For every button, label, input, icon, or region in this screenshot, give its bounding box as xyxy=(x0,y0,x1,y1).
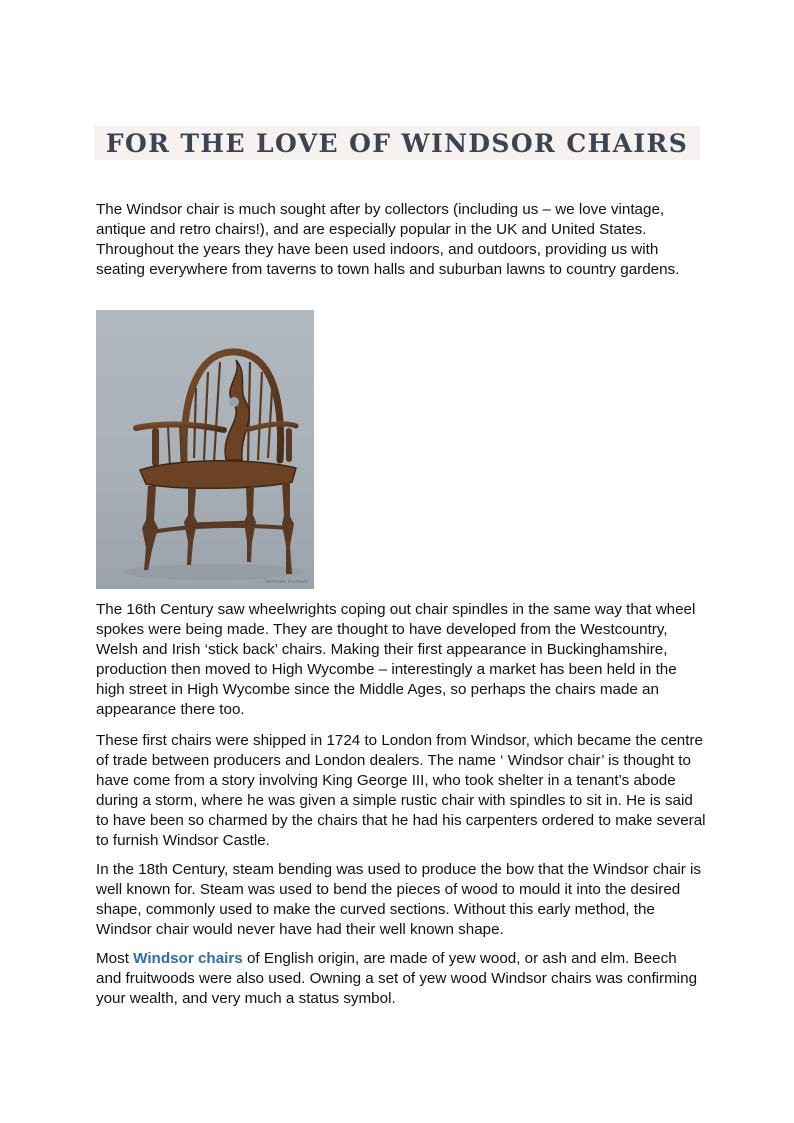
windsor-chair-illustration xyxy=(96,310,314,589)
materials-text-before: Most xyxy=(96,950,134,967)
windsor-chair-photo xyxy=(96,310,314,589)
steam-bending-paragraph: In the 18th Century, steam bending was used to produce the bow that the Windsor chair is well known for. Steam was used to bend the pieces of wood to mould it into the desired shape, commonly used to make the curved sections. Without this early method, the Windsor chair would never have had their well known shape. xyxy=(96,861,702,938)
title-banner xyxy=(94,126,700,160)
intro-paragraph: The Windsor chair is much sought after by collectors (including us – we love vintage, antique and retro chairs!), and are especially popular in the UK and United States. Throughout the years they have been used indoors, and outdoors, providing us with seating everywhere from taverns to town halls and suburban lawns to country gardens. xyxy=(96,201,680,278)
image-watermark: Renovate Furniture xyxy=(265,579,308,585)
materials-text-after: of English origin, are made of yew wood, or ash and elm. Beech and fruitwoods were also used. Owning a set of yew wood Windsor chairs was confirming your wealth, and very much a status symbol. xyxy=(96,950,698,1007)
name-origin-paragraph: These first chairs were shipped in 1724 to London from Windsor, which became the centre of trade between producers and London dealers. The name ‘ Windsor chair’ is thought to have come from a story involving King George III, who took shelter in a tenant’s abode during a storm, where he was given a simple rustic chair with spindles to sit in. He is said to have been so charmed by the chairs that he had his carpenters ordered to make several to furnish Windsor Castle. xyxy=(96,732,706,849)
materials-paragraph xyxy=(96,949,706,1009)
page-title: FOR THE LOVE OF WINDSOR CHAIRS xyxy=(105,128,689,158)
windsor-chairs-link[interactable]: Windsor chairs xyxy=(133,950,243,967)
history-paragraph: The 16th Century saw wheelwrights coping out chair spindles in the same way that wheel spokes were being made. They are thought to have developed from the Westcountry, Welsh and Irish ‘stick back’ chairs. Making their first appearance in Buckinghamshire, production then moved to High Wycombe – interestingly a market has been held in the high street in High Wycombe since the Middle Ages, so perhaps the chairs made an appearance there too. xyxy=(96,601,696,718)
